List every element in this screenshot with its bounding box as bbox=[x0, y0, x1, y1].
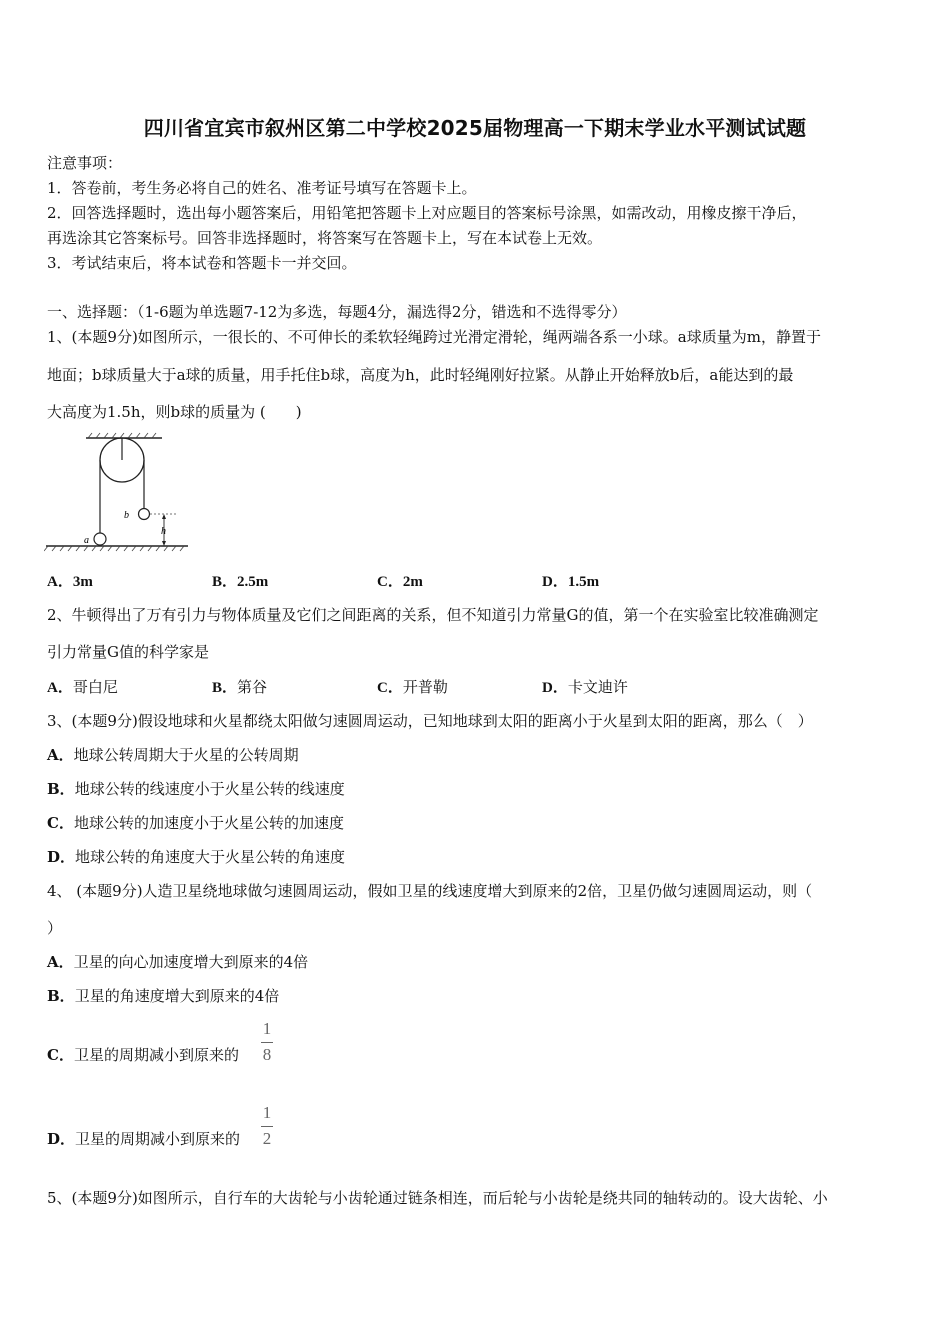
q1-stem-line: 地面；b球质量大于a球的质量，用手托住b球，高度为h，此时轻绳刚好拉紧。从静止开始释放b后，a能达到的最 bbox=[47, 366, 794, 384]
option-c[interactable]: C．2m bbox=[377, 574, 423, 590]
q4-stem-line: 4、 (本题9分)人造卫星绕地球做匀速圆周运动，假如卫星的线速度增大到原来的2倍，卫星仍做匀速圆周运动，则（ bbox=[47, 882, 813, 900]
option-d[interactable]: D．地球公转的角速度大于火星公转的角速度 bbox=[47, 848, 346, 866]
option-a[interactable]: A．卫星的向心加速度增大到原来的4倍 bbox=[47, 953, 309, 971]
option-c[interactable]: C．卫星的周期减小到原来的 bbox=[47, 1046, 239, 1064]
notice-item: 1．答卷前，考生务必将自己的姓名、准考证号填写在答题卡上。 bbox=[47, 179, 477, 197]
option-b[interactable]: B．第谷 bbox=[212, 678, 268, 696]
notice-item: 2．回答选择题时，选出每小题答案后，用铅笔把答题卡上对应题目的答案标号涂黑，如需改动，用橡皮擦干净后， bbox=[47, 204, 807, 222]
exam-page: 四川省宜宾市叙州区第二中学校2025届物理高一下期末学业水平测试试题 注意事项： 1．答卷前，考生务必将自己的姓名、准考证号填写在答题卡上。 2．回答选择题时，选出每小题答案后，用铅笔把答题卡上对应题目的答案标号涂黑，如需改动，用橡皮擦干净后， 再选涂其它答案标号。回答非选择题时，将答案写在答题卡上，写在本试卷上无效。 3．考试结束后，将本试卷和答题卡一并交回。 一、选择题：（1-6题为单选题7-12为多选，每题4分，漏选得2分，错选和不选得零分） 1、(本题9分)如图所示，一很长的、不可伸长的柔软轻绳跨过光滑定滑轮，绳两端各系一小球。a球质量为m，静置于 地面；b球质量大于a球的质量，用手托住b球，高度为h，此时轻绳刚好拉紧。从静止开始释放b后，a能达到的最 大高度为1.5h，则b球的质量为 ( ) b h a A．3m B．2.5m C．2m D．1.5m 2、牛顿得出了万有引力与物体质量及它们之间距离的关系，但不知道引力常量G的值，第一个在实验室比较准确测定 引力常量G值的科学家是 A．哥白尼 B．第谷 C．开普勒 D．卡文迪许 3、(本题9分)假设地球和火星都绕太阳做匀速圆周运动，已知地球到太阳的距离小于火星到太阳的距离，那么（ ） A．地球公转周期大于火星的公转周期 B．地球公转的线速度小于火星公转的线速度 C．地球公转的加速度小于火星公转的加速度 D．地球公转的角速度大于火星公转的角速度 4、 (本题9分)人造卫星绕地球做匀速圆周运动，假如卫星的线速度增大到原来的2倍，卫星仍做匀速圆周运动，则（ ） A．卫星的向心加速度增大到原来的4倍 B．卫星的角速度增大到原来的4倍 C．卫星的周期减小到原来的 1 8 D．卫星的周期减小到原来的 1 2 5、(本题9分)如图所示，自行车的大齿轮与小齿轮通过链条相连，而后轮与小齿轮是绕共同的轴转动的。设大齿轮、小 bbox=[0, 0, 950, 1344]
option-a[interactable]: A．地球公转周期大于火星的公转周期 bbox=[47, 746, 299, 764]
q4-stem-line: ） bbox=[47, 919, 63, 937]
notice-item: 3．考试结束后，将本试卷和答题卡一并交回。 bbox=[47, 254, 357, 272]
option-d[interactable]: D．1.5m bbox=[542, 574, 600, 590]
q1-stem-line: 大高度为1.5h，则b球的质量为 ( ) bbox=[47, 403, 302, 421]
notice-heading: 注意事项： bbox=[47, 154, 123, 172]
option-b[interactable]: B．卫星的角速度增大到原来的4倍 bbox=[47, 987, 280, 1005]
option-d[interactable]: D．卡文迪许 bbox=[542, 678, 628, 696]
option-d[interactable]: D．卫星的周期减小到原来的 bbox=[47, 1130, 241, 1148]
q2-stem-line: 2、牛顿得出了万有引力与物体质量及它们之间距离的关系，但不知道引力常量G的值，第一个在实验室比较准确测定 bbox=[47, 606, 819, 624]
pulley-figure bbox=[44, 430, 194, 555]
option-c[interactable]: C．地球公转的加速度小于火星公转的加速度 bbox=[47, 814, 344, 832]
option-a[interactable]: A．3m bbox=[47, 574, 93, 590]
option-a[interactable]: A．哥白尼 bbox=[47, 678, 118, 696]
exam-title: 四川省宜宾市叙州区第二中学校2025届物理高一下期末学业水平测试试题 bbox=[143, 116, 807, 140]
option-b[interactable]: B．2.5m bbox=[212, 574, 269, 590]
label-h: h bbox=[161, 526, 166, 537]
option-c[interactable]: C．开普勒 bbox=[377, 678, 448, 696]
label-a: a bbox=[84, 535, 89, 546]
q3-stem-line: 3、(本题9分)假设地球和火星都绕太阳做匀速圆周运动，已知地球到太阳的距离小于火星到太阳的距离，那么（ ） bbox=[47, 712, 813, 730]
q5-stem-line: 5、(本题9分)如图所示，自行车的大齿轮与小齿轮通过链条相连，而后轮与小齿轮是绕共同的轴转动的。设大齿轮、小 bbox=[47, 1189, 828, 1207]
option-b[interactable]: B．地球公转的线速度小于火星公转的线速度 bbox=[47, 780, 345, 798]
notice-item: 再选涂其它答案标号。回答非选择题时，将答案写在答题卡上，写在本试卷上无效。 bbox=[47, 229, 603, 247]
q2-stem-line: 引力常量G值的科学家是 bbox=[47, 643, 209, 661]
ball-a bbox=[94, 533, 106, 545]
ball-b bbox=[139, 509, 150, 520]
section-heading: 一、选择题：（1-6题为单选题7-12为多选，每题4分，漏选得2分，错选和不选得零分） bbox=[47, 303, 627, 321]
q1-stem-line: 1、(本题9分)如图所示，一很长的、不可伸长的柔软轻绳跨过光滑定滑轮，绳两端各系一小球。a球质量为m，静置于 bbox=[47, 328, 821, 346]
label-b: b bbox=[124, 510, 129, 521]
